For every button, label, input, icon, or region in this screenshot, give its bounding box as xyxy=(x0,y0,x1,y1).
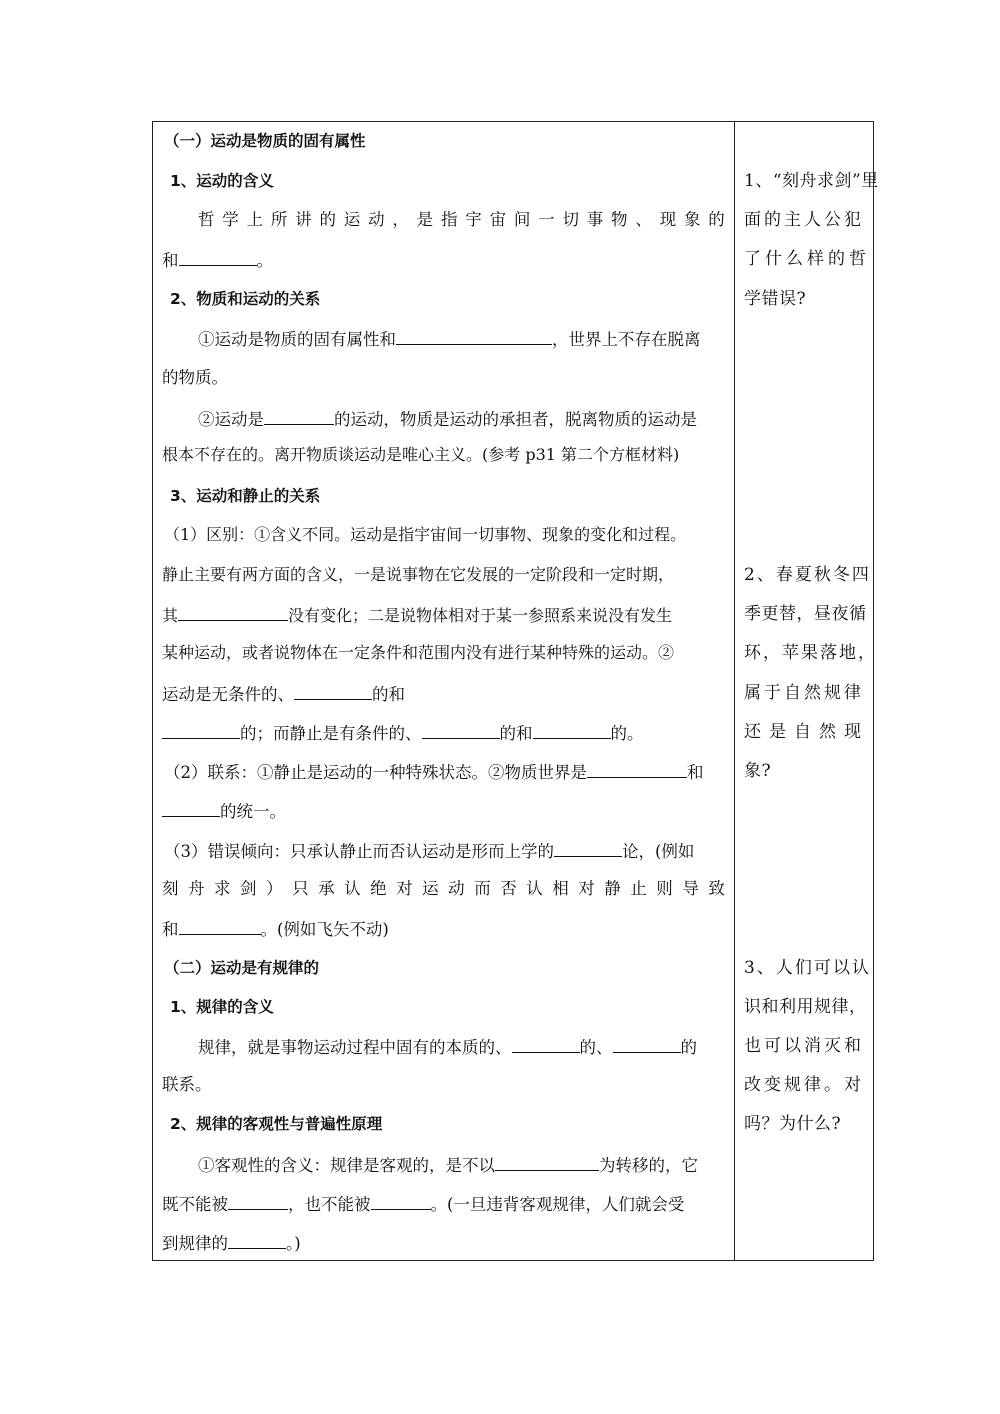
paragraph-line: ①运动是物质的固有属性和 ，世界上不存在脱离 xyxy=(198,327,701,351)
side-line: 季更替，昼夜循 xyxy=(744,604,867,624)
paragraph-line: 和 。 xyxy=(162,248,273,272)
section-2-title: （二）运动是有规律的 xyxy=(164,959,320,977)
subsection-3-title: 3、运动和静止的关系 xyxy=(170,487,321,505)
side-line: 也可以消灭和 xyxy=(744,1036,864,1056)
fill-blank[interactable] xyxy=(179,917,261,935)
side-line: 象? xyxy=(744,761,772,781)
side-line: 面的主人公犯 xyxy=(744,210,864,230)
paragraph-line: 的物质。 xyxy=(162,368,228,387)
fill-blank[interactable] xyxy=(495,1153,599,1171)
side-line: 了什么样的哲 xyxy=(744,249,870,269)
paragraph-line: （3）错误倾向：只承认静止而否认运动是形而上学的 论，(例如 xyxy=(164,839,694,863)
side-line: 属于自然规律 xyxy=(744,683,864,703)
paragraph-line: （2）联系：①静止是运动的一种特殊状态。②物质世界是 和 xyxy=(164,760,704,784)
paragraph-line: ②运动是 的运动，物质是运动的承担者，脱离物质的运动是 xyxy=(198,407,697,431)
fill-blank[interactable] xyxy=(587,760,687,778)
paragraph-line: 既不能被 ，也不能被 。(一旦违背客观规律，人们就会受 xyxy=(162,1192,684,1216)
side-line: 还是自然现 xyxy=(744,722,869,742)
paragraph-line: 的统一。 xyxy=(162,799,286,823)
paragraph-line: 哲 学 上 所 讲 的 运 动 ， 是 指 宇 宙 间 一 切 事 物 、 现 象 的 xyxy=(198,210,725,229)
column-divider xyxy=(734,121,735,1261)
paragraph-line: 联系。 xyxy=(162,1075,212,1094)
paragraph-line: ①客观性的含义：规律是客观的，是不以 为转移的，它 xyxy=(198,1153,698,1177)
fill-blank[interactable] xyxy=(371,1192,431,1210)
fill-blank[interactable] xyxy=(228,1192,288,1210)
paragraph-line: 其 没有变化；二是说物体相对于某一参照系来说没有发生 xyxy=(162,603,672,627)
fill-blank[interactable] xyxy=(162,799,220,817)
fill-blank[interactable] xyxy=(178,603,288,621)
fill-blank[interactable] xyxy=(179,248,257,266)
fill-blank[interactable] xyxy=(294,682,372,700)
fill-blank[interactable] xyxy=(396,327,552,345)
fill-blank[interactable] xyxy=(228,1231,286,1249)
paragraph-line: 到规律的 。) xyxy=(162,1231,301,1255)
side-line: 改变规律。对 xyxy=(744,1075,864,1095)
fill-blank[interactable] xyxy=(264,407,334,425)
fill-blank[interactable] xyxy=(422,721,500,739)
fill-blank[interactable] xyxy=(162,721,240,739)
side-line: 识和利用规律， xyxy=(744,997,867,1017)
fill-blank[interactable] xyxy=(512,1035,580,1053)
fill-blank[interactable] xyxy=(554,839,622,857)
side-line: 环，苹果落地， xyxy=(744,643,877,663)
paragraph-line: 规律，就是事物运动过程中固有的本质的、 的、 的 xyxy=(198,1035,697,1059)
paragraph-line: 的；而静止是有条件的、 的和 的。 xyxy=(162,721,644,745)
subsection-1-title: 1、运动的含义 xyxy=(170,172,274,190)
subsection-4-title: 1、规律的含义 xyxy=(170,998,274,1016)
side-line: 3、人们可以认 xyxy=(744,958,871,978)
subsection-5-title: 2、规律的客观性与普遍性原理 xyxy=(170,1115,383,1133)
paragraph-line: 某种运动，或者说物体在一定条件和范围内没有进行某种特殊的运动。② xyxy=(162,643,675,662)
paragraph-line: 运动是无条件的、 的和 xyxy=(162,682,405,706)
side-line: 2、春夏秋冬四 xyxy=(744,565,871,585)
paragraph-line: 静止主要有两方面的含义，一是说事物在它发展的一定阶段和一定时期， xyxy=(162,565,675,584)
paragraph-line: 刻 舟 求 剑 ） 只 承 认 绝 对 运 动 而 否 认 相 对 静 止 则 导 致 xyxy=(162,879,725,898)
side-line: 学错误? xyxy=(744,289,807,309)
side-line: 吗？为什么? xyxy=(744,1114,842,1134)
paragraph-line: 和 。(例如飞矢不动) xyxy=(162,917,389,941)
section-1-title: （一）运动是物质的固有属性 xyxy=(164,132,366,150)
paragraph-line: 根本不存在的。离开物质谈运动是唯心主义。(参考 p31 第二个方框材料) xyxy=(162,445,680,464)
side-line: 1、“刻舟求剑”里 xyxy=(744,171,879,191)
paragraph-line: （1）区别：①含义不同。运动是指宇宙间一切事物、现象的变化和过程。 xyxy=(164,525,687,544)
subsection-2-title: 2、物质和运动的关系 xyxy=(170,290,321,308)
fill-blank[interactable] xyxy=(613,1035,681,1053)
fill-blank[interactable] xyxy=(533,721,611,739)
